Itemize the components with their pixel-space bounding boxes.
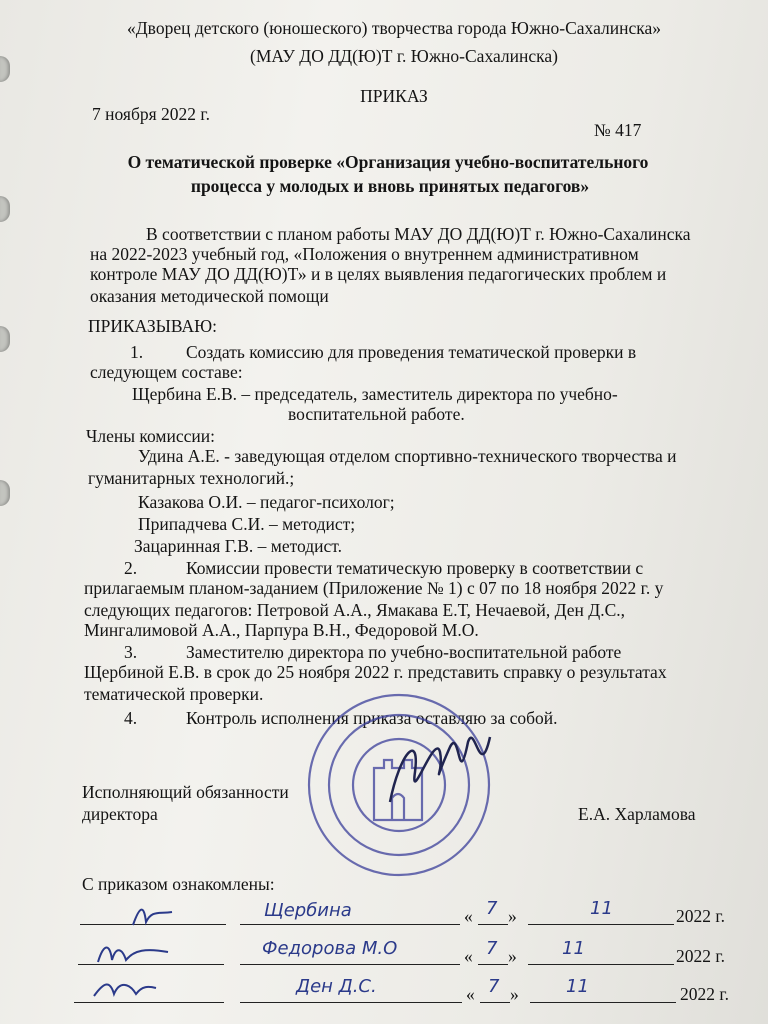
quote-close: » [508,906,517,926]
item-2-text: Мингалимовой А.А., Парпура В.Н., Федоровой М.О. [84,620,479,640]
signer-name: Е.А. Харламова [578,804,696,824]
ack-month: 11 [566,976,589,997]
commission-chair: Щербина Е.В. – председатель, заместитель директора по учебно- [132,384,618,404]
doc-type: ПРИКАЗ [360,86,428,106]
member: гуманитарных технологий.; [88,468,295,488]
ack-year: 2022 г. [676,906,725,926]
title-line-1: О тематической проверке «Организация учебно-воспитательного [127,152,649,172]
acknowledgement-label: С приказом ознакомлены: [82,874,275,894]
item-4-text: Контроль исполнения приказа оставляю за собой. [186,708,558,728]
order-number: № 417 [594,120,642,140]
members-label: Члены комиссии: [86,426,215,446]
title-line-2: процесса у молодых и вновь принятых педагогов» [190,176,590,196]
org-name: «Дворец детского (юношеского) творчества города Южно-Сахалинска» [127,18,661,38]
ack-month: 11 [562,938,585,959]
quote-open: « [466,984,475,1004]
quote-open: « [464,906,473,926]
quote-close: » [510,984,519,1004]
quote-close: » [508,946,517,966]
member: Удина А.Е. - заведующая отделом спортивно-технического творчества и [138,446,677,466]
item-number: 3. [124,642,138,662]
member: Зацаринная Г.В. – методист. [134,536,343,556]
signer-role: директора [82,804,158,824]
item-3-text: Щербиной Е.В. в срок до 25 ноября 2022 г. представить справку о результатах [84,662,667,682]
item-2-text: Комиссии провести тематическую проверку в соответствии с [186,558,644,578]
item-number: 1. [130,342,144,362]
ack-day: 7 [486,898,498,919]
preamble-line: В соответствии с планом работы МАУ ДО ДД(Ю)Т г. Южно-Сахалинска [146,224,691,244]
staff-signature [94,936,174,970]
commission-chair: воспитательной работе. [288,404,465,424]
preamble-line: контроле МАУ ДО ДД(Ю)Т» и в целях выявления педагогических проблем и [90,264,667,284]
preamble-line: на 2022-2023 учебный год, «Положения о внутреннем административном [90,244,639,264]
quote-open: « [464,946,473,966]
ack-day: 7 [486,938,498,959]
staff-name: Щербина [264,900,352,921]
item-number: 4. [124,708,138,728]
order-word: ПРИКАЗЫВАЮ: [88,316,217,336]
director-signature [380,712,500,822]
ack-day: 7 [488,976,500,997]
item-2-text: прилагаемым планом-заданием (Приложение № 1) с 07 по 18 ноября 2022 г. у [84,578,664,598]
staff-name: Ден Д.С. [296,976,377,997]
item-1-text: Создать комиссию для проведения тематической проверки в [186,342,637,362]
ack-year: 2022 г. [676,946,725,966]
item-number: 2. [124,558,138,578]
item-1-text: следующем составе: [90,362,243,382]
staff-name: Федорова М.О [262,938,398,959]
member: Припадчева С.И. – методист; [138,514,356,534]
order-date: 7 ноября 2022 г. [92,104,210,124]
ack-month: 11 [590,898,613,919]
preamble-line: оказания методической помощи [90,286,329,306]
item-2-text: следующих педагогов: Петровой А.А., Ямакава Е.Т, Нечаевой, Ден Д.С., [84,600,625,620]
signer-role: Исполняющий обязанности [82,782,289,802]
ack-year: 2022 г. [680,984,729,1004]
member: Казакова О.И. – педагог-психолог; [138,492,395,512]
staff-signature [90,972,160,1004]
org-abbrev: (МАУ ДО ДД(Ю)Т г. Южно-Сахалинска) [250,46,558,66]
staff-signature [128,900,178,930]
item-3-text: Заместителю директора по учебно-воспитательной работе [186,642,622,662]
item-3-text: тематической проверки. [84,684,264,704]
